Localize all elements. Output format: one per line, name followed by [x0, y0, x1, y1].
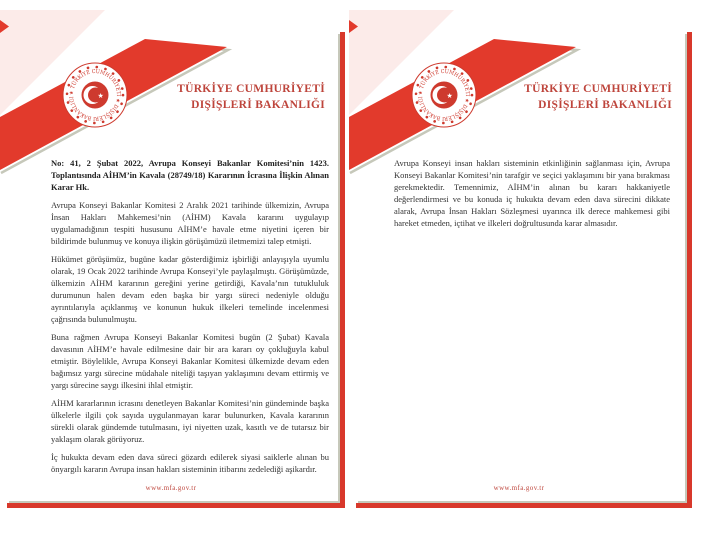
ministry-seal-icon [63, 63, 127, 127]
ministry-seal-icon [412, 63, 476, 127]
page-border-bottom [7, 503, 345, 508]
seal-ring-text: ★ TÜRKİYE CUMHURİYETİ ★ DIŞİŞLERİ BAKANLIĞI [68, 68, 122, 122]
crescent-star-icon [431, 82, 458, 109]
svg-text:★: ★ [446, 92, 453, 100]
ministry-name [524, 82, 672, 113]
document-body [394, 157, 670, 235]
body-paragraph: Buna rağmen Avrupa Konseyi Bakanlar Komitesi bugün (2 Şubat) Kavala davasının AİHM’e havale edilmesine dair bir ara kararı oy çokluğuyla kabul etmiştir. Böylelikle, Avrupa Konseyi Bakanlar Komitesi ülkemizde devam eden bağımsız yargı sürecine müdahale niteliği taşıyan yaklaşımını devam ettirmiş ve yargı sürecine saygı ilkesini ihlal etmiştir. [51, 332, 329, 390]
svg-text:★: ★ [97, 92, 104, 100]
document-title: No: 41, 2 Şubat 2022, Avrupa Konseyi Bakanlar Komitesi’nin 1423. Toplantısında AİHM’in Kavala (28749/18) Kararının İcrasına İlişkin Alınan Karar Hk. [51, 158, 329, 192]
body-paragraph: Avrupa Konseyi insan hakları sisteminin etkinliğinin sağlanması için, Avrupa Konseyi Bakanlar Komitesi’nin tarafgir ve seçici yaklaşımını bir yana bırakması gerekmektedir. Temennimiz, AİHM’in alınan bu kararı hakkaniyetle değerlendirmesi ve bu konuda iç hukukta devam eden dava sürecini dikkate alarak, Avrupa İnsan Hakları Sözleşmesi uyarınca ilk derece mahkemesi gibi hareket etmeden, içtihat ve ilkeleri doğrultusunda karar almasıdır. [394, 158, 670, 228]
page-border-right [687, 32, 692, 508]
body-paragraph: AİHM kararlarının icrasını denetleyen Bakanlar Komitesi’nin gündeminde başka ülkelerle ilgili çok sayıda uygulanmayan karar bulunurken, Kavala kararının sürekli olarak gündemde tutulmasını, iyi niyetten uzak, kasıtlı ve de tutarsız bir yaklaşım olarak görüyoruz. [51, 398, 329, 444]
body-paragraph: Hükümet görüşümüz, bugüne kadar gösterdiğimiz işbirliği anlayışıyla uyumlu olarak, 19 Ocak 2022 tarihinde Avrupa Konseyi’yle paylaşılmıştı. Görüşümüzde, ülkemizin AİHM kararının gereğini yerine getirdiği, Kavala’nın tutukluluk durumunun halen devam eden başka bir yargı süreci nedeniyle olduğu ayrıntılarıyla açıklanmış ve konunun hukuk ilkeleri temelinde incelenmesi çağrısında bulunulmuştu. [51, 254, 329, 324]
crescent-star-icon [82, 82, 109, 109]
page-border-right [340, 32, 345, 508]
ministry-name [177, 82, 325, 113]
website-footer: www.mfa.gov.tr [493, 484, 545, 492]
seal-ring-text: ★ TÜRKİYE CUMHURİYETİ ★ DIŞİŞLERİ BAKANLIĞI [417, 68, 471, 122]
page-border-bottom [356, 503, 692, 508]
document-body [51, 157, 329, 481]
ministry-name-line2: DIŞİŞLERİ BAKANLIĞI [191, 98, 325, 111]
page-2 [356, 10, 692, 508]
ministry-name-line1: TÜRKİYE CUMHURİYETİ [177, 83, 325, 95]
website-footer: www.mfa.gov.tr [145, 484, 197, 492]
body-paragraph: İç hukukta devam eden dava süreci gözardı edilerek siyasi saiklerle alınan bu önyargılı kararın Avrupa insan hakları sisteminin itibarını zedelediği aşikardır. [51, 452, 329, 474]
page-1 [7, 10, 345, 508]
body-paragraph: Avrupa Konseyi Bakanlar Komitesi 2 Aralık 2021 tarihinde ülkemizin, Avrupa İnsan Hakları Mahkemesi’nin (AİHM) Kavala kararını uygulayıp uygulamadığının tespiti hususunu AİHM’e havale etme niyetini içeren bir bildirimde bulunmuş ve konuya ilişkin görüşümüzü iletmemizi talep etmişti. [51, 200, 329, 246]
ministry-name-line1: TÜRKİYE CUMHURİYETİ [524, 83, 672, 95]
ministry-name-line2: DIŞİŞLERİ BAKANLIĞI [538, 98, 672, 111]
